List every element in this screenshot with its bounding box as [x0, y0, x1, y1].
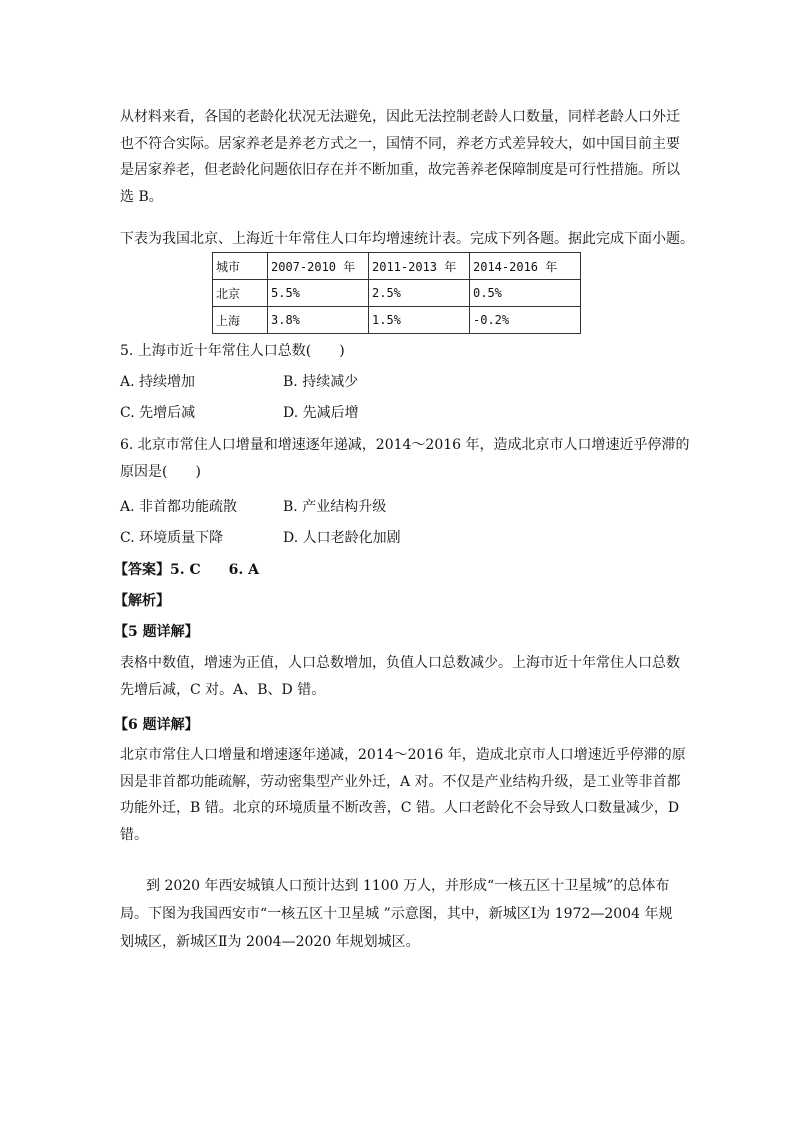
- population-growth-table: [212, 252, 581, 334]
- q6-option-d: D. 人口老龄化加剧: [283, 530, 401, 546]
- text-line: 功能外迁，B 错。北京的环境质量不断改善，C 错。人口老龄化不会导致人口数量减少，D: [120, 800, 680, 816]
- table-header-cell: 2014-2016 年: [470, 253, 581, 280]
- table-row: [213, 307, 581, 334]
- q6-option-c: C. 环境质量下降: [120, 530, 224, 546]
- text-line: 下表为我国北京、上海近十年常住人口年均增速统计表。完成下列各题。据此完成下面小题。: [120, 231, 694, 247]
- text-line: 因是非首都功能疏解，劳动密集型产业外迁，A 对。不仅是产业结构升级，是工业等非首都: [120, 773, 681, 790]
- q5-option-a: A. 持续增加: [120, 374, 196, 390]
- table-intro: [120, 226, 720, 253]
- text-line: 5. 上海市近十年常住人口总数( ): [120, 343, 345, 359]
- table-cell: 5.5%: [268, 280, 369, 307]
- q5-detail: [120, 650, 690, 703]
- text-line: 6. 北京市常住人口增量和增速逐年递减，2014～2016 年，造成北京市人口增速近乎停滞的: [120, 437, 690, 453]
- text-line: 原因是( ): [120, 463, 201, 480]
- table-cell: -0.2%: [470, 307, 581, 334]
- table-cell: 3.8%: [268, 307, 369, 334]
- table-row: [213, 280, 581, 307]
- text-line: 选 B。: [120, 188, 163, 205]
- table-cell: 北京: [213, 280, 268, 307]
- q6-option-b: B. 产业结构升级: [283, 499, 387, 515]
- question-5-stem: [120, 338, 690, 365]
- text-line: 错。: [120, 826, 148, 843]
- text-line: 局。下图为我国西安市“一核五区十卫星城 ”示意图，其中，新城区Ⅰ为 1972—2004 年规: [120, 906, 673, 922]
- q5-option-c: C. 先增后减: [120, 405, 196, 421]
- question-6-stem: [120, 432, 690, 485]
- intro-paragraph: [120, 104, 690, 210]
- table-cell: 0.5%: [470, 280, 581, 307]
- table-cell: 上海: [213, 307, 268, 334]
- q5-option-d: D. 先减后增: [283, 405, 359, 421]
- q6-detail-heading: 【6 题详解】: [114, 717, 199, 733]
- xian-paragraph: [120, 872, 690, 956]
- text-line: 先增后减，C 对。A、B、D 错。: [120, 681, 326, 698]
- table-header-cell: 城市: [213, 253, 268, 280]
- table-header-cell: 2007-2010 年: [268, 253, 369, 280]
- text-line: 是居家养老，但老龄化问题依旧存在并不断加重，故完善养老保障制度是可行性措施。所以: [120, 162, 680, 178]
- q5-detail-heading: 【5 题详解】: [114, 624, 199, 640]
- text-line: 表格中数值，增速为正值，人口总数增加，负值人口总数减少。上海市近十年常住人口总数: [120, 655, 680, 671]
- answer-line: 【答案】5. C 6. A: [114, 562, 259, 578]
- q6-detail: [120, 742, 690, 848]
- text-line: 从材料来看，各国的老龄化状况无法避免，因此无法控制老龄人口数量，同样老龄人口外迁: [120, 109, 680, 125]
- q5-option-b: B. 持续减少: [283, 374, 359, 390]
- analysis-heading: 【解析】: [114, 593, 170, 609]
- text-line: 北京市常住人口增量和增速逐年递减，2014～2016 年，造成北京市人口增速近乎停滞的原: [120, 747, 686, 763]
- table-header-row: [213, 253, 581, 280]
- text-line: 也不符合实际。居家养老是养老方式之一，国情不同，养老方式差异较大，如中国目前主要: [120, 135, 680, 152]
- table-cell: 1.5%: [369, 307, 470, 334]
- table-header-cell: 2011-2013 年: [369, 253, 470, 280]
- table-cell: 2.5%: [369, 280, 470, 307]
- text-line: 到 2020 年西安城镇人口预计达到 1100 万人，并形成“一核五区十卫星城”的总体布: [146, 878, 670, 894]
- text-line: 划城区，新城区Ⅱ为 2004—2020 年规划城区。: [120, 934, 420, 950]
- q6-option-a: A. 非首都功能疏散: [120, 499, 238, 515]
